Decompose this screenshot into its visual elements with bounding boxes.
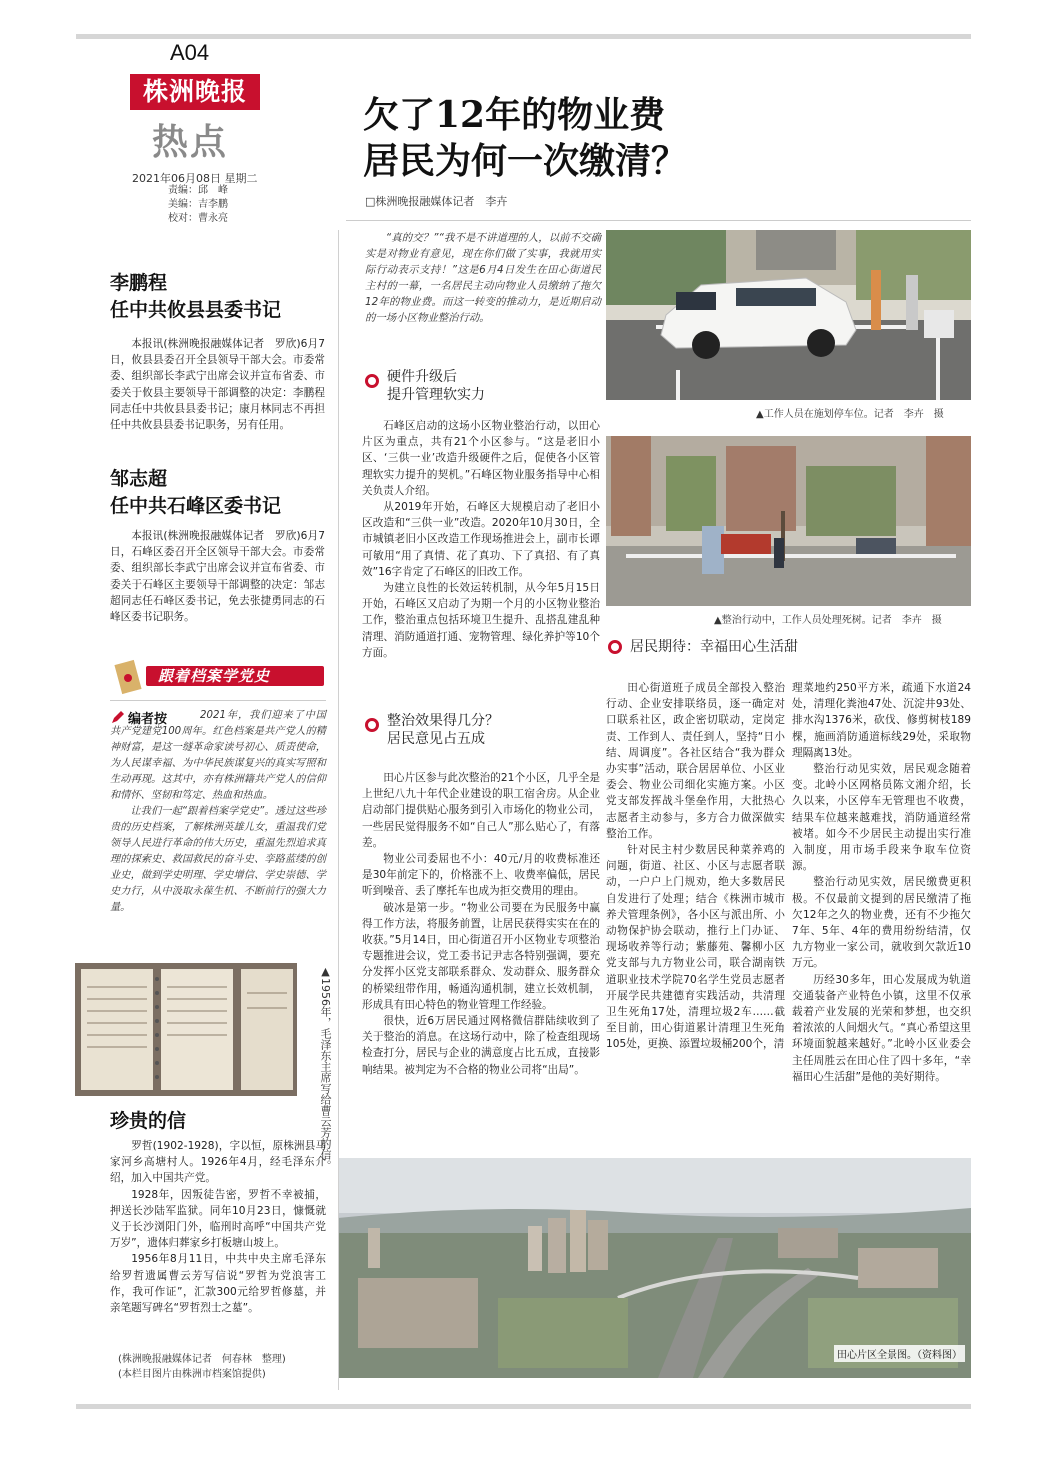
editor-note-label-text: 编者按	[128, 712, 168, 727]
subhead-2	[365, 712, 499, 748]
main-title-line2: 居民为何一次缴清？	[363, 140, 688, 182]
sub3-col1	[606, 680, 785, 1152]
paragraph: 整治行动见实效，居民缴费更积极。不仅最前文提到的居民缴清了拖欠12年之久的物业费，还有不少拖欠7年、5年、4年的费用纷纷结清，仅九方物业一家公司，就收到欠款近10万元。	[792, 876, 971, 970]
bottom-rule	[76, 1404, 971, 1409]
photo-letter	[75, 963, 297, 1096]
paragraph: 从2019年开始，石峰区大规模启动了老旧小区改造和“三供一业”改造。2020年10月30日，全市城镇老旧小区改造工作现场推进会上，副市长谭可敏用“用了真情、花了真功、下了真招、有了真效”16字肯定了石峰区的旧改工作。	[362, 501, 600, 578]
paragraph: 田心街道班子成员全部投入整治行动、企业安排联络员，逐一确定对口联系社区，政企密切联动，定岗定责、工作到人、责任到人，坚持“日小结、周调度”。各社区结合“我为群众办实事”活动，联合居居单位、小区业委会、物业公司细化实施方案。小区党支部发挥战斗堡垒作用，大批热心志愿者主动参与，多方合力做深做实整治工作。	[606, 682, 785, 840]
paragraph: 为建立良性的长效运转机制，从今年5月15日开始，石峰区又启动了为期一个月的小区物业整治工作，整治重点包括环境卫生提升、乱搭乱建乱种清理、消防通道打通、宠物管理、绿化养护等10个方面。	[362, 582, 600, 659]
masthead-logo	[130, 74, 260, 110]
news2-title-line2: 任中共石峰区委书记	[110, 495, 282, 517]
paragraph: 1956年8月11日，中共中央主席毛泽东给罗哲遗属曹云芳写信说“罗哲为党浪害工作，我可作证”，汇款300元给罗哲修墓，并亲笔题写碑名“罗哲烈士之墓”。	[110, 1253, 326, 1315]
main-title-line1: 欠了12年的物业费	[363, 94, 666, 136]
subhead-3-title: 居民期待：幸福田心生活甜	[630, 639, 798, 655]
subhead-bullet-icon	[365, 718, 379, 732]
paragraph: 整治行动见实效，居民观念随着变。北岭小区网格员陈文湘介绍，长久以来，小区停车无管理也不收费，结果车位越来越难找，消防通道经常被堵。如今不少居民主动提出实行准入制度，用市场手段来争取车位资源。	[792, 763, 971, 873]
editor-line: 校对：曹永亮	[168, 213, 228, 224]
archive-banner	[110, 656, 326, 696]
paragraph: 理菜地约250平方米，疏通下水道24处，清理化粪池47处、沉淀井93处、排水沟1376米，砍伐、修剪树枝189棵，施画消防通道标线29处，采取物理隔离13处。	[792, 682, 971, 759]
editor-line: 美编：吉李鹏	[168, 199, 228, 210]
main-intro: “真的交？”“我不是不讲道理的人，以前不交确实是对物业有意见，现在你们做了实事，我就用实际行动表示支持！”这是6月4日发生在田心街道民主村的一幕，一名居民主动向物业人员缴纳了拖欠12年的物业费。而这一转变的推动力，是近期启动的一场小区物业整治行动。	[365, 232, 601, 324]
photo-letter-caption: ▲1956年，毛泽东主席写给曹云芳的信。	[319, 965, 332, 1171]
archive-credit	[118, 1352, 328, 1382]
paragraph: 针对民主村少数居民种菜养鸡的问题，街道、社区、小区与志愿者联动，一户户上门规劝，绝大多数居民自发进行了处理；结合《株洲市城市养犬管理条例》，各小区与派出所、小动物保护协会联动，推行上门办证、现场收养等行动；紫藤苑、馨柳小区党支部与九方物业公司，联合湖南铁道职业技术学院70名学生党员志愿者开展学民共建德育实践活动，共清理卫生死角17处，清理垃圾2车……截至目前，田心街道累计清理卫生死角105处，更换、添置垃圾桶200个，清	[606, 844, 785, 1051]
photo-letter-image	[75, 963, 297, 1096]
subhead-1-line2: 提升管理软实力	[387, 387, 485, 403]
photo-tree-removal	[606, 436, 971, 606]
issue-date: 2021年06月08日 星期二	[132, 172, 258, 185]
sub1-body	[362, 418, 600, 686]
paragraph: 历经30多年，田心发展成为轨道交通装备产业特色小镇，这里不仅承载着产业发展的光荣和梦想，也交织着浓浓的人间烟火气。“真心希望这里环境面貌越来越好。”北岭小区业委会主任周胜云在田心住了四十多年，“幸福田心生活甜”是他的美好期待。	[792, 973, 971, 1083]
archive-credit-line: (株洲晚报融媒体记者 何春林 整理)	[118, 1354, 286, 1365]
top-rule	[76, 34, 971, 39]
editor-line: 责编：邱 峰	[168, 185, 228, 196]
editors	[168, 184, 228, 226]
subhead-2-line1: 整治效果得几分？	[387, 713, 499, 729]
paragraph: 很快，近6万居民通过网格微信群陆续收到了关于整治的消息。在这场行动中，除了检查组现场检查打分，居民与企业的满意度占比五成，直接影响结果。被判定为不合格的物业公司将“出局”。	[362, 1015, 600, 1076]
left-column-divider	[338, 230, 339, 1390]
editor-note-para: 让我们一起“跟着档案学党史”。透过这些珍贵的历史档案，了解株洲英雄儿女，重温我们党领导人民进行革命的伟大历史，重温先烈追求真理的探索史、救国救民的奋斗史、孪路蓝缕的创业史，做到学史明理、学史增信、学史崇德、学史力行，从中汲取永葆生机、不断前行的强大力量。	[110, 806, 326, 913]
section-label: 热点	[152, 121, 229, 163]
page-number: A04	[170, 40, 210, 65]
news1-title-line1: 李鹏程	[110, 272, 168, 294]
news1-title	[110, 270, 281, 324]
paragraph: 物业公司委屈也不小：40元/月的收费标准还是30年前定下的，价格涨不上、收费率偏低，居民听到噪音、丢了摩托车也成为拒交费用的理由。	[362, 853, 600, 898]
photo-tree-removal-image	[606, 436, 971, 606]
paragraph: 石峰区启动的这场小区物业整治行动，以田心片区为重点，共有21个小区参与。“这是老旧小区、‘三供一业’改造升级硬件之后，促使各小区管理软实力提升的契机。”石峰区物业服务指导中心相关负责人介绍。	[362, 420, 600, 497]
masthead-logo-text: 株洲晚报	[142, 77, 247, 106]
photo-parking-lines	[606, 230, 971, 400]
news1-title-line2: 任中共攸县县委书记	[110, 299, 282, 321]
main-byline: □株洲晚报融媒体记者 李卉	[365, 195, 508, 208]
subhead-2-line2: 居民意见占五成	[387, 731, 485, 747]
editor-note	[110, 708, 326, 916]
paragraph: 破冰是第一步。“物业公司要在为民服务中赢得工作方法，将服务前置，让居民获得实实在在的收获。”5月14日，田心街道召开小区物业专项整治专题推进会议，党工委书记尹志各特别强调，要充分发挥小区党支部联系群众、发动群众、服务群众的桥梁纽带作用，畅通沟通机制，建立长效机制，形成具有田心特色的物业管理工作经验。	[362, 901, 600, 1011]
news1-body: 本报讯(株洲晚报融媒体记者 罗欣)6月7日，攸县县委召开全县领导干部大会。市委常委、组织部长李武宁出席会议并宣布省委、市委关于攸县主要领导干部调整的决定：李鹏程同志任中共攸县县委书记；康月林同志不再担任中共攸县县委书记职务，另有任用。	[110, 338, 325, 432]
paragraph: 田心片区参与此次整治的21个小区，几乎全是上世纪八九十年代企业建设的职工宿舍房。从企业启动部门提供贴心服务到引入市场化的物业公司，一些居民觉得服务不如“自己人”那么贴心了，有落差。	[362, 772, 600, 849]
sub3-col2	[792, 680, 971, 1152]
archive-credit-line: (本栏目图片由株洲市档案馆提供)	[118, 1369, 266, 1380]
subhead-bullet-icon	[365, 374, 379, 388]
archive-body	[110, 1138, 326, 1316]
archive-divider	[110, 700, 326, 701]
photo-panorama	[338, 1158, 971, 1378]
archive-banner-text: 跟着档案学党史	[158, 667, 271, 685]
archive-folder-icon	[114, 658, 144, 698]
title-divider	[346, 220, 971, 221]
news2-title	[110, 466, 281, 520]
main-title	[363, 92, 687, 184]
subhead-1-line1: 硬件升级后	[387, 369, 457, 385]
photo-parking-lines-caption: ▲工作人员在施划停车位。记者 李卉 摄	[756, 409, 944, 420]
editor-note-para: 2021年，我们迎来了中国共产党建党100周年。红色档案是共产党人的精神财富，是这一䍁革命家读号初心、质责使命，为人民谋幸福、为中华民族谋复兴的真实写照和生动再现。这其中，亦有株洲籍共产党人的信仰和情怀、坚韧和笃定、热血和热血。	[110, 710, 326, 801]
news2-body: 本报讯(株洲晚报融媒体记者 罗欣)6月7日，石峰区委召开全区领导干部大会。市委常委、组织部长李武宁出席会议并宣布省委、市委关于石峰区主要领导干部调整的决定：邹志超同志任石峰区委书记，免去张捷勇同志的石峰区委书记职务。	[110, 530, 325, 624]
photo-parking-lines-image	[606, 230, 971, 400]
sub2-body	[362, 770, 600, 1150]
paragraph: 罗哲(1902-1928)，字以恒，原株洲县马家河乡高塘村人。1926年4月，经毛泽东介绍，加入中国共产党。	[110, 1140, 326, 1185]
paragraph: 1928年，因叛徒告密，罗哲不幸被捕，押送长沙陆军监狱。同年10月23日，慷慨就义于长沙浏阳门外，临刑时高呼“中国共产党万岁”，遗体归葬家乡打板塘山坡上。	[110, 1188, 326, 1250]
photo-panorama-caption: 田心片区全景图。（资料图）	[834, 1345, 965, 1362]
news2-title-line1: 邹志超	[110, 468, 168, 490]
archive-title: 珍贵的信	[110, 1110, 187, 1132]
subhead-3	[608, 638, 798, 656]
subhead-bullet-icon	[608, 640, 622, 654]
photo-tree-removal-caption: ▲整治行动中，工作人员处理死树。记者 李卉 摄	[714, 615, 942, 626]
subhead-1	[365, 368, 485, 404]
